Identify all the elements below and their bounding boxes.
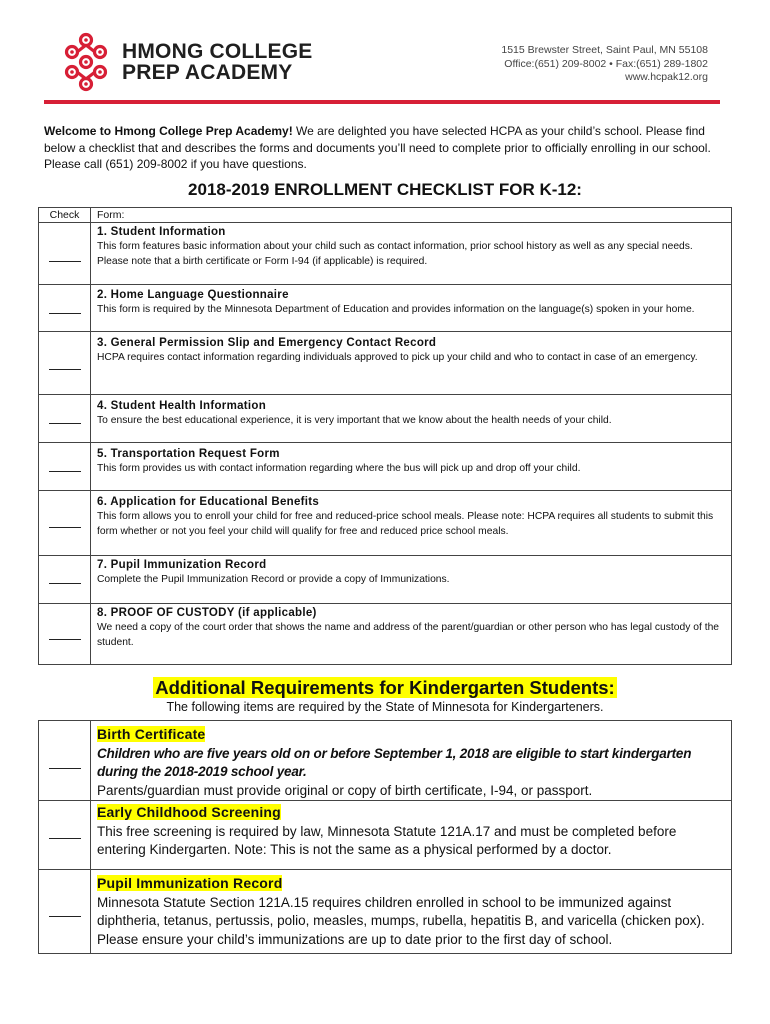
- kindergarten-row: [39, 801, 731, 870]
- header-divider: [44, 100, 720, 104]
- enrollment-checklist-table: [38, 207, 732, 665]
- checklist-row: [39, 604, 731, 664]
- hcpa-logo-icon: [60, 32, 112, 92]
- requirement-title: Pupil Immunization Record: [97, 875, 283, 891]
- checklist-row: [39, 556, 731, 604]
- kindergarten-row: [39, 721, 731, 801]
- form-description: This form features basic information about your child such as contact information, prior school history as well as any special needs. Please note that a birth certificate or Form I-94 (if applicable) is required.: [97, 241, 693, 267]
- form-title: 3. General Permission Slip and Emergency Contact Record: [97, 337, 437, 349]
- column-check-header: Check: [49, 209, 80, 221]
- checklist-row: [39, 443, 731, 491]
- check-blank[interactable]: [49, 583, 81, 584]
- check-blank[interactable]: [49, 261, 81, 262]
- check-blank[interactable]: [49, 471, 81, 472]
- checklist-row: [39, 223, 731, 285]
- requirement-emphasis: Children who are five years old on or before September 1, 2018 are eligible to start kindergarten during the 2018-2019 school year.: [97, 745, 692, 779]
- check-blank[interactable]: [49, 916, 81, 917]
- requirement-title: Birth Certificate: [97, 726, 206, 742]
- welcome-lead: Welcome to Hmong College Prep Academy!: [44, 124, 293, 138]
- brand-line-2: PREP ACADEMY: [122, 61, 293, 84]
- form-description: HCPA requires contact information regarding individuals approved to pick up your child and who to contact in case of an emergency.: [97, 352, 698, 363]
- check-blank[interactable]: [49, 838, 81, 839]
- form-description: This form provides us with contact information regarding where the bus will pick up and drop off your child.: [97, 463, 581, 474]
- kindergarten-heading: Additional Requirements for Kindergarten Students:: [155, 677, 615, 698]
- form-description: We need a copy of the court order that shows the name and address of the parent/guardian or other person who has legal custody of the student.: [97, 622, 720, 648]
- form-title: 5. Transportation Request Form: [97, 448, 280, 460]
- kindergarten-subheading: The following items are required by the State of Minnesota for Kindergarteners.: [166, 700, 604, 714]
- brand-line-1: HMONG COLLEGE: [122, 40, 313, 63]
- requirement-description: Minnesota Statute Section 121A.15 requires children enrolled in school to be immunized against diphtheria, tetanus, pertussis, polio, measles, mumps, rubella, hepatitis B, and varicella (chicken pox). Please ensure your child’s immunizations are up to date prior to the first day of school.: [97, 894, 705, 947]
- address-website: www.hcpak12.org: [625, 71, 708, 83]
- form-description: Complete the Pupil Immunization Record or provide a copy of Immunizations.: [97, 574, 450, 585]
- form-title: 6. Application for Educational Benefits: [97, 496, 320, 508]
- checklist-row: [39, 491, 731, 556]
- address-phone-fax: Office:(651) 209-8002 • Fax:(651) 289-1802: [504, 57, 708, 70]
- address-street: 1515 Brewster Street, Saint Paul, MN 55108: [501, 44, 708, 56]
- checklist-row: [39, 332, 731, 395]
- check-blank[interactable]: [49, 313, 81, 314]
- requirement-description: Parents/guardian must provide original or copy of birth certificate, I-94, or passport.: [97, 782, 593, 798]
- check-blank[interactable]: [49, 423, 81, 424]
- brand-name: [122, 41, 312, 83]
- form-title: 4. Student Health Information: [97, 400, 267, 412]
- column-form-header: Form:: [97, 209, 125, 221]
- check-blank[interactable]: [49, 768, 81, 769]
- welcome-body: We are delighted you have selected HCPA as your child’s school. Please find below a checklist that and describes the forms and documents you’ll need to complete prior to officially enrolling in our school. Please call (651) 209-8002 if you have questions.: [44, 124, 711, 171]
- check-blank[interactable]: [49, 527, 81, 528]
- form-description: To ensure the best educational experience, it is very important that we know about the health needs of your child.: [97, 415, 612, 426]
- check-blank[interactable]: [49, 639, 81, 640]
- checklist-row: [39, 395, 731, 443]
- kindergarten-row: [39, 870, 731, 953]
- form-title: 7. Pupil Immunization Record: [97, 559, 267, 571]
- form-description: This form is required by the Minnesota Department of Education and provides information on the language(s) spoken in your home.: [97, 304, 695, 315]
- form-title: 8. PROOF OF CUSTODY (if applicable): [97, 607, 317, 619]
- form-title: 2. Home Language Questionnaire: [97, 289, 289, 301]
- table-header: [39, 208, 731, 223]
- form-title: 1. Student Information: [97, 226, 226, 238]
- welcome-paragraph: [44, 123, 720, 173]
- check-blank[interactable]: [49, 369, 81, 370]
- requirement-title: Early Childhood Screening: [97, 804, 281, 820]
- checklist-title: 2018-2019 ENROLLMENT CHECKLIST FOR K-12:: [188, 180, 582, 199]
- form-description: This form allows you to enroll your child for free and reduced-price school meals. Please note: HCPA requires all students to submit this form whether or not you feel your child will qualify for free and reduced price school meals.: [97, 511, 714, 537]
- requirement-description: This free screening is required by law, Minnesota Statute 121A.17 and must be completed before entering Kindergarten. Note: This is not the same as a physical performed by a doctor.: [97, 823, 677, 857]
- school-address: [501, 44, 708, 85]
- kindergarten-requirements-table: [38, 720, 732, 954]
- checklist-row: [39, 285, 731, 332]
